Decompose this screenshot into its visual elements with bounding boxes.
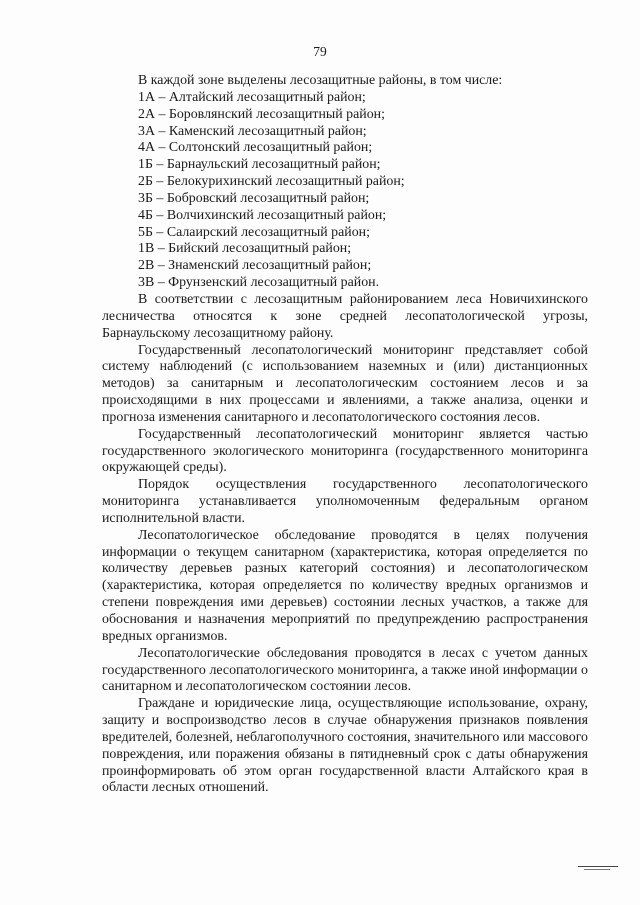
district-item	[102, 258, 588, 275]
district-item	[102, 107, 588, 124]
district-name: Знаменский лесозащитный район;	[168, 258, 372, 274]
district-dash: –	[154, 275, 169, 291]
district-dash: –	[154, 258, 169, 274]
district-code: 3В	[138, 275, 155, 291]
district-code: 4Б	[138, 207, 153, 223]
district-name: Волчихинский лесозащитный район;	[166, 207, 387, 223]
district-item	[102, 191, 588, 208]
district-item	[102, 90, 588, 107]
district-name: Салаирский лесозащитный район;	[166, 224, 370, 240]
district-item	[102, 275, 588, 292]
district-dash: –	[154, 140, 169, 156]
paragraph-monitoring-definition: Государственный лесопатологический мониторинг представляет собой систему наблюдений (с использованием наземных и (или) дистанционных методов) за санитарным и лесопатологическим состоянием лесов и за происходящими в них процессами и явлениями, а также анализа, оценки и прогноза изменения санитарного и лесопатологического состояния лесов.	[102, 342, 588, 425]
district-name: Барнаульский лесозащитный район;	[166, 157, 381, 173]
district-item	[102, 157, 588, 174]
district-code: 2В	[138, 258, 155, 274]
district-code: 1А	[138, 89, 155, 105]
paragraph-monitoring-part: Государственный лесопатологический мониторинг является частью государственного экологического мониторинга (государственного мониторинга окружающей среды).	[102, 426, 588, 476]
district-dash: –	[152, 174, 167, 190]
paragraph-obligations: Граждане и юридические лица, осуществляющие использование, охрану, защиту и воспроизводство лесов в случае обнаружения признаков появления вредителей, болезней, неблагополучного состояния, значительного или массового повреждения, или поражения обязаны в пятидневный срок с даты обнаружения проинформировать об этом орган государственной власти Алтайского края в области лесных отношений.	[102, 696, 588, 796]
district-item	[102, 241, 588, 258]
paragraph-monitoring-order: Порядок осуществления государственного лесопатологического мониторинга устанавливается уполномоченным федеральным органом исполнительной власти.	[102, 477, 588, 526]
intro-line: В каждой зоне выделены лесозащитные районы, в том числе:	[138, 73, 503, 88]
district-name: Бийский лесозащитный район;	[168, 241, 352, 257]
district-dash: –	[154, 123, 169, 139]
district-name: Фрунзенский лесозащитный район.	[168, 275, 380, 291]
paragraph-survey-data: Лесопатологические обследования проводятся в лесах с учетом данных государственного лесопатологического мониторинга, а также иной информации о санитарном и лесопатологическом состоянии лесов.	[102, 645, 588, 695]
district-item	[102, 140, 588, 157]
district-code: 1Б	[138, 157, 153, 173]
footer-line	[578, 866, 618, 867]
district-dash: –	[152, 207, 167, 223]
district-name: Белокурихинский лесозащитный район;	[166, 174, 405, 190]
footer-line	[584, 869, 610, 870]
district-dash: –	[154, 106, 169, 122]
district-dash: –	[152, 190, 167, 206]
district-name: Бобровский лесозащитный район;	[166, 190, 370, 206]
district-dash: –	[152, 157, 167, 173]
district-name: Каменский лесозащитный район;	[168, 123, 367, 139]
district-list	[102, 90, 588, 292]
paragraph-survey-purpose: Лесопатологическое обследование проводятся в целях получения информации о текущем санитарном (характеристика, которая определяется по количеству деревьев разных категорий состояния) и лесопатологическом (характеристика, которая определяется по количеству вредных организмов и степени повреждения ими деревьев) состоянии лесных участков, а также для обоснования и назначения мероприятий по предупреждению распространения вредных организмов.	[102, 527, 588, 644]
district-code: 1В	[138, 241, 155, 257]
district-dash: –	[154, 89, 169, 105]
district-item	[102, 124, 588, 141]
paragraph-zoning: В соответствии с лесозащитным районированием леса Новичихинского лесничества относятся к зоне средней лесопатологической угрозы, Барнаульскому лесозащитному району.	[102, 291, 588, 341]
district-name: Боровлянский лесозащитный район;	[168, 106, 385, 122]
district-code: 4А	[138, 140, 155, 156]
district-dash: –	[152, 224, 167, 240]
page-body	[102, 73, 588, 797]
district-dash: –	[154, 241, 169, 257]
district-item	[102, 208, 588, 225]
district-item	[102, 225, 588, 242]
footer-scan-mark	[578, 866, 618, 868]
district-code: 2А	[138, 106, 155, 122]
district-code: 3Б	[138, 190, 153, 206]
district-name: Алтайский лесозащитный район;	[168, 89, 366, 105]
district-name: Солтонский лесозащитный район;	[168, 140, 373, 156]
page-number: 79	[313, 44, 327, 59]
district-code: 3А	[138, 123, 155, 139]
district-item	[102, 174, 588, 191]
district-code: 2Б	[138, 174, 153, 190]
district-code: 5Б	[138, 224, 153, 240]
